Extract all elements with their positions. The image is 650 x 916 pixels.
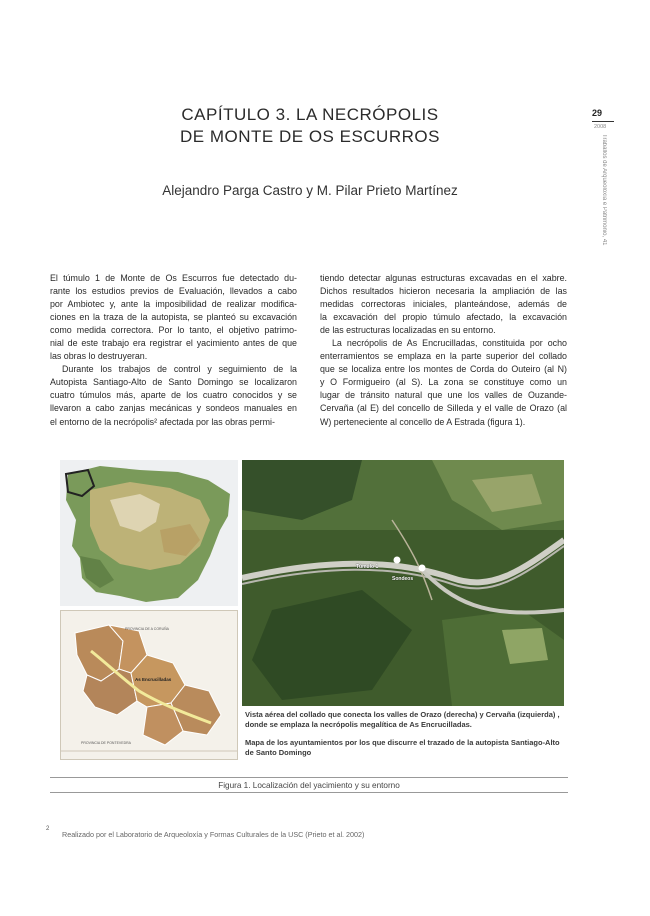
map-label-site: As Encrucilladas bbox=[135, 677, 172, 682]
body-line: rante los estudios previos de Evaluación, llevados a cabo bbox=[50, 286, 297, 297]
iberia-relief-map bbox=[60, 460, 238, 606]
footnote-mark: 2 bbox=[46, 826, 50, 832]
map-tag-pontevedra: PROVINCIA DE PONTEVEDRA bbox=[81, 741, 131, 745]
body-line: Durante los trabajos de control y seguimiento de la bbox=[62, 364, 297, 375]
body-line: las obras lo destruyeran. bbox=[50, 351, 148, 362]
body-line: tiendo detectar algunas estructuras excavadas en el xabre. bbox=[320, 273, 567, 283]
body-line: que se localiza entre los montes de Corda do Outeiro (al N) bbox=[320, 364, 567, 375]
body-line: El túmulo 1 de Monte de Os Escurros fue detectado du- bbox=[50, 273, 297, 283]
body-column-left bbox=[50, 272, 297, 429]
authors: Alejandro Parga Castro y M. Pilar Prieto Martínez bbox=[162, 183, 458, 198]
chapter-title bbox=[100, 104, 520, 148]
body-column-right bbox=[320, 272, 567, 429]
body-line: por Ambiotec y, ante la imposibilidad de realizar modifica- bbox=[50, 299, 297, 310]
body-line: medidas correctoras iniciales, planteándose, además de bbox=[320, 299, 567, 310]
body-line: llevaron a cabo zanjas mecánicas y sondeos manuales en bbox=[50, 403, 297, 414]
municipal-map bbox=[60, 610, 238, 760]
body-line: de las estructuras localizadas en su entorno. bbox=[320, 325, 496, 336]
aerial-label-tumulo: Túmulo 1 bbox=[356, 564, 379, 570]
body-line: ciones en la traza de la autopista, se planteó su excavación bbox=[50, 312, 297, 323]
aerial-photo bbox=[242, 460, 564, 706]
figure-caption-rule-top bbox=[50, 777, 568, 778]
footnote: Realizado por el Laboratorio de Arqueoloxía y Formas Culturales de la USC (Prieto et al. 2002) bbox=[62, 830, 365, 839]
series-title: Traballos de Arqueoloxía e Patrimonio, 41 bbox=[601, 134, 607, 246]
iberia-map-graphic bbox=[60, 460, 238, 606]
chapter-title-line-2: DE MONTE DE OS ESCURROS bbox=[180, 127, 440, 146]
body-line: W) perteneciente al concello de A Estrada (figura 1). bbox=[320, 416, 526, 427]
body-line: La necrópolis de As Encrucilladas, constituida por ocho bbox=[332, 338, 567, 349]
side-year: 2008 bbox=[594, 124, 607, 130]
aerial-label-sondeos: Sondeos bbox=[392, 576, 414, 582]
aerial-photo-graphic bbox=[242, 460, 564, 706]
body-line: enterramientos se emplaza en la parte superior del collado bbox=[320, 351, 567, 362]
body-line: Cervaña (al E) del concello de Silleda y el valle de Orazo (al bbox=[320, 403, 567, 414]
body-line: el entorno de la necrópolis² afectada por las obras permi- bbox=[50, 416, 275, 427]
map-tag-coruna: PROVINCIA DE A CORUÑA bbox=[125, 627, 169, 631]
body-line: la excavación del propio túmulo afectado, la excavación bbox=[320, 312, 567, 323]
body-line: cuatro túmulos más, aparte de los cuatro conocidos y se bbox=[50, 390, 297, 401]
municipal-map-graphic bbox=[61, 611, 238, 760]
chapter-title-line-1: CAPÍTULO 3. LA NECRÓPOLIS bbox=[181, 105, 439, 124]
figure-caption-rule-bottom bbox=[50, 792, 568, 793]
body-line: como medida correctora. Por lo tanto, el objetivo patrimo- bbox=[50, 325, 297, 336]
aerial-photo-caption: Vista aérea del collado que conecta los valles de Orazo (derecha) y Cervaña (izquierda) , donde se emplaza la necrópolis megalítica de As Encrucilladas. bbox=[245, 710, 560, 729]
figure-caption: Figura 1. Localización del yacimiento y su entorno bbox=[218, 781, 400, 790]
body-line: lugar de tránsito natural que une los valles de Ouzande- bbox=[320, 390, 567, 401]
body-line: Autopista Santiago-Alto de Santo Domingo se localizaron bbox=[50, 377, 297, 388]
body-line: Dichos resultados hicieron necesaria la ampliación de las bbox=[320, 286, 567, 297]
side-divider bbox=[592, 121, 614, 122]
page-number: 29 bbox=[592, 108, 603, 118]
body-line: y O Formigueiro (al S). La zona se constituye como un bbox=[320, 377, 567, 388]
municipal-map-caption: Mapa de los ayuntamientos por los que discurre el trazado de la autopista Santiago-Alto de Santo Domingo bbox=[245, 738, 560, 757]
body-line: nial de este trabajo era registrar el yacimiento antes de que bbox=[50, 338, 297, 349]
